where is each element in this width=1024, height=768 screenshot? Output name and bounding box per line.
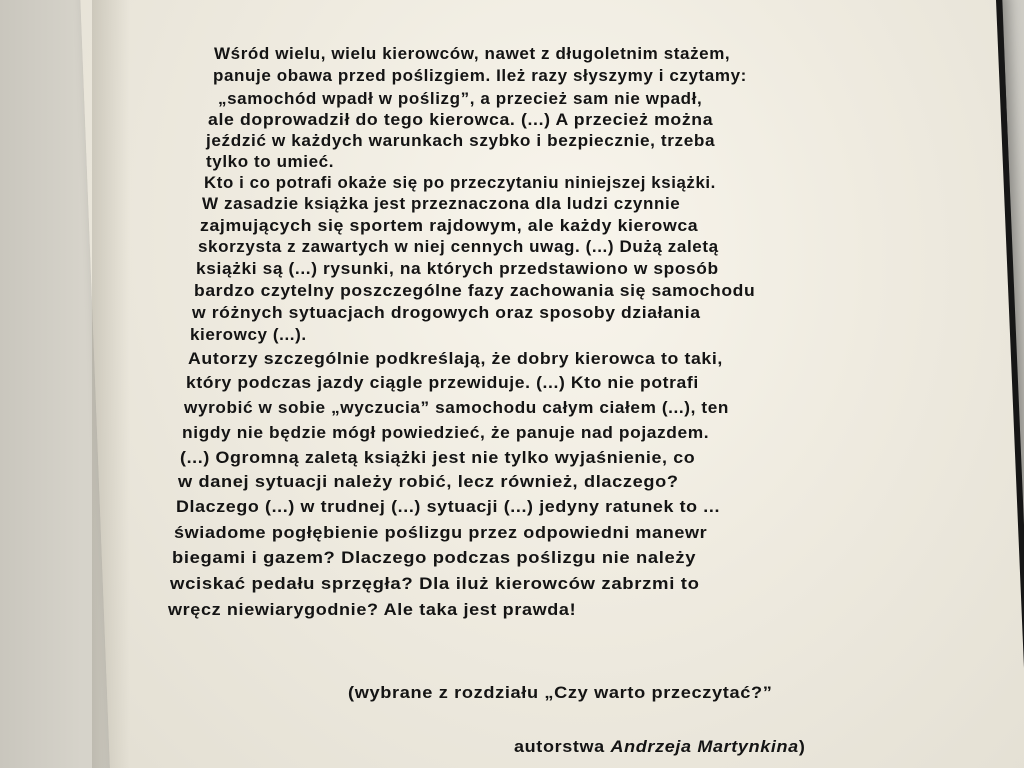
text-line: tylko to umieć.	[206, 152, 335, 171]
text-line: skorzysta z zawartych w niej cennych uwag. (...) Dużą zaletą	[198, 237, 719, 256]
author-name: Andrzeja Martynkina	[610, 737, 799, 756]
text-line: bardzo czytelny poszczególne fazy zachowania się samochodu	[194, 281, 756, 300]
text-line: książki są (...) rysunki, na których przedstawiono w sposób	[196, 259, 719, 278]
text-line: kierowcy (...).	[190, 325, 307, 344]
text-line: Autorzy szczególnie podkreślają, że dobry kierowca to taki,	[188, 349, 723, 368]
text-line: wręcz niewiarygodnie? Ale taka jest prawda!	[168, 600, 577, 619]
text-line: w różnych sytuacjach drogowych oraz sposoby działania	[192, 303, 701, 322]
text-line: Kto i co potrafi okaże się po przeczytaniu niniejszej książki.	[204, 173, 716, 192]
text-line: ale doprowadził do tego kierowca. (...) A przecież można	[208, 110, 714, 129]
source-attribution-line-2	[514, 737, 805, 757]
text-line: panuje obawa przed poślizgiem. Ileż razy słyszymy i czytamy:	[213, 66, 747, 85]
text-line: wyrobić w sobie „wyczucia” samochodu całym ciałem (...), ten	[184, 398, 729, 417]
text-line: Dlaczego (...) w trudnej (...) sytuacji (...) jedyny ratunek to ...	[176, 497, 721, 516]
text-line: W zasadzie książka jest przeznaczona dla ludzi czynnie	[202, 194, 681, 213]
source-attribution-line-1: (wybrane z rozdziału „Czy warto przeczytać?”	[348, 683, 773, 702]
text-line: Wśród wielu, wielu kierowców, nawet z długoletnim stażem,	[214, 44, 731, 63]
text-line: nigdy nie będzie mógł powiedzieć, że panuje nad pojazdem.	[182, 423, 710, 442]
text-line: w danej sytuacji należy robić, lecz również, dlaczego?	[178, 472, 679, 491]
text-line: świadome pogłębienie poślizgu przez odpowiedni manewr	[174, 523, 708, 542]
text-line: zajmujących się sportem rajdowym, ale każdy kierowca	[200, 216, 699, 235]
text-line: jeździć w każdych warunkach szybko i bezpiecznie, trzeba	[206, 131, 716, 150]
source-suffix: )	[798, 737, 806, 756]
text-line: wciskać pedału sprzęgła? Dla iluż kierowców zabrzmi to	[170, 574, 700, 593]
source-prefix: autorstwa	[514, 737, 611, 756]
text-line: który podczas jazdy ciągle przewiduje. (...) Kto nie potrafi	[186, 373, 699, 392]
text-line: (...) Ogromną zaletą książki jest nie tylko wyjaśnienie, co	[180, 448, 696, 467]
text-line: biegami i gazem? Dlaczego podczas poślizgu nie należy	[172, 548, 697, 567]
text-line: „samochód wpadł w poślizg”, a przecież sam nie wpadł,	[218, 89, 703, 108]
